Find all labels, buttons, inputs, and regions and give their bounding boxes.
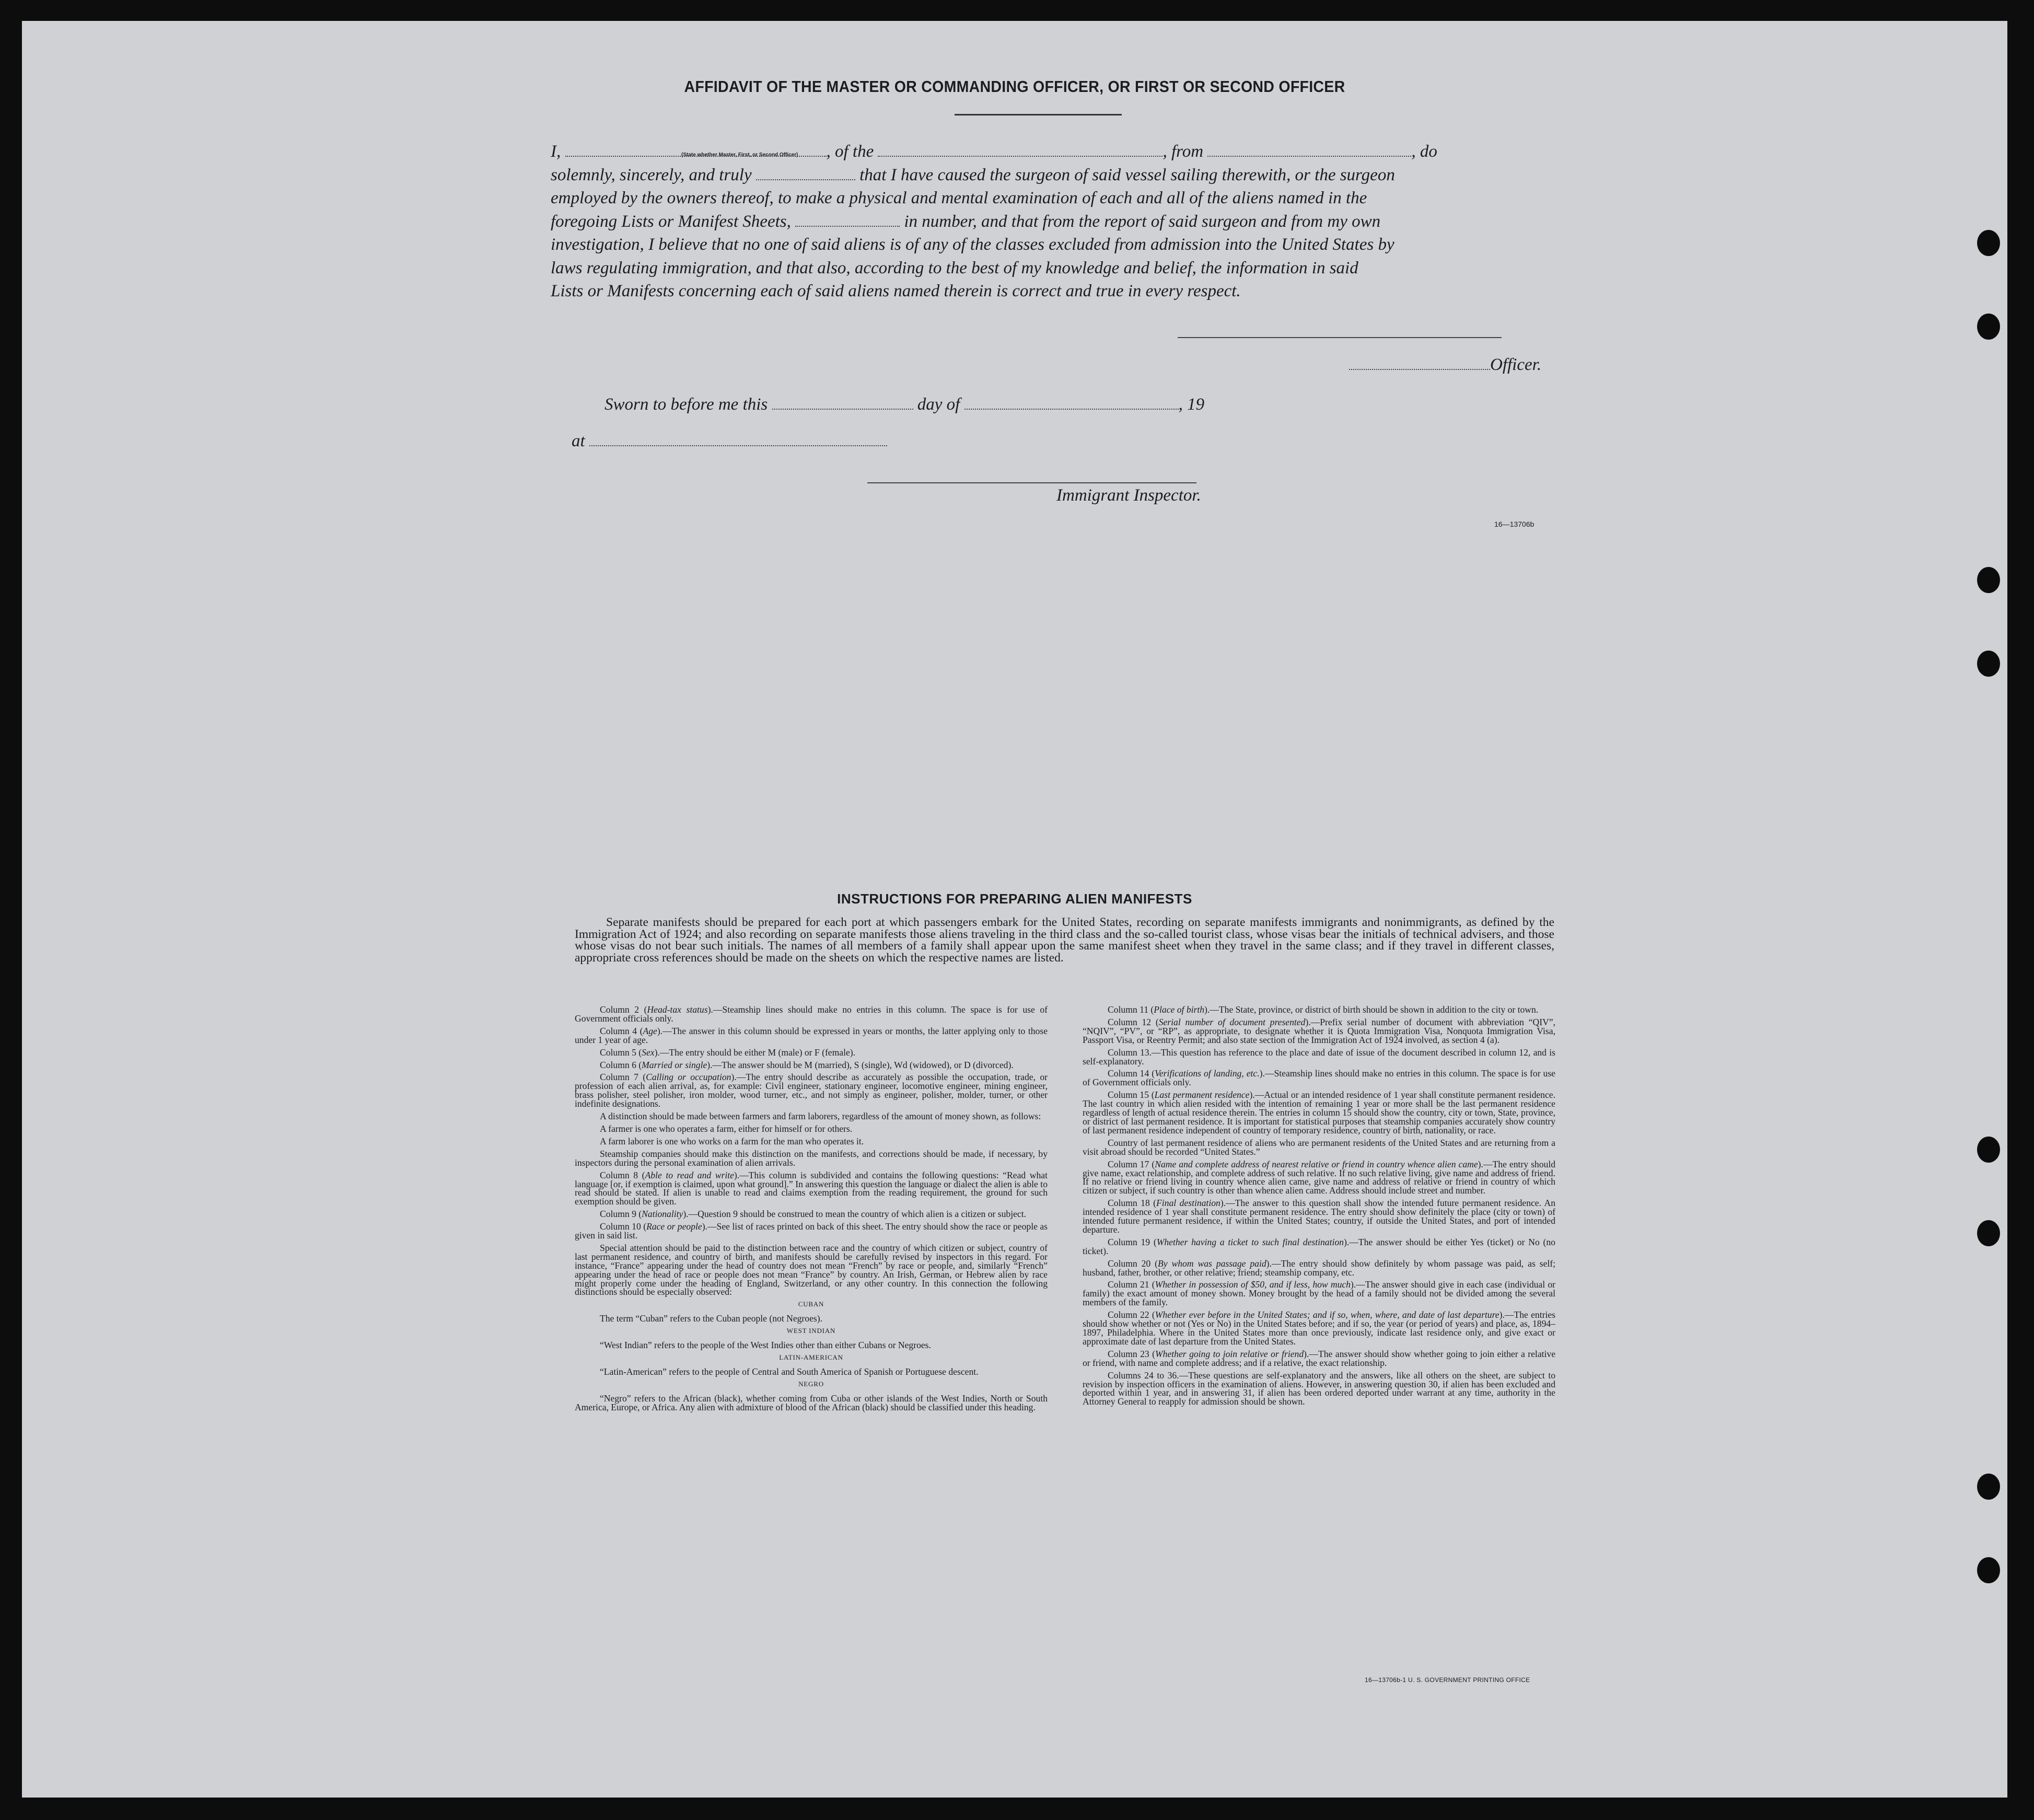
instruction-paragraph [1083, 1139, 1555, 1156]
column-name: Sex [642, 1047, 655, 1058]
column-name: Whether in possession of $50, and if less, how much [1155, 1279, 1351, 1290]
column-text: ).—Question 9 should be construed to mean the country of which alien is a citizen or subject. [683, 1209, 1026, 1220]
column-lead: Column 9 ( [600, 1209, 642, 1220]
race-heading: CUBAN [798, 1300, 824, 1308]
column-name: Serial number of document presented [1158, 1016, 1306, 1027]
column-text: ).—Steamship lines should make no entries in this column. The space is for use of Government officials only. [575, 1004, 1048, 1024]
instructions-intro: Separate manifests should be prepared for each port at which passengers embark for the United States, recording on separate manifests immigrants and nonimmigrants, as defined by the Immigration Act of 1924; and also recording on separate manifests those aliens traveling in the third class and the so-called tourist class, whose visas bear the initials of technical advisers, and those whose visas do not bear such initials. The names of all members of a family shall appear upon the same manifest sheet when they travel in the same class; and if they travel in different classes, appropriate cross references should be made on the sheets on which the respective names are listed. [575, 915, 1554, 965]
column-text: ).—The answer should give in each case (individual or family) the exact amount of money shown. Money brought by the head of a family should not be divided among the several members of the family. [1083, 1279, 1556, 1308]
column-text: ).—The answer should be M (married), S (single), Wd (widowed), or D (divorced). [707, 1059, 1014, 1070]
instruction-paragraph [1083, 1048, 1555, 1066]
column-name: Whether ever before in the United States; and if so, when, where, and date of last departure [1155, 1309, 1500, 1320]
race-heading: WEST INDIAN [786, 1327, 836, 1335]
instruction-paragraph [1083, 1091, 1555, 1135]
column-name: Last permanent residence [1154, 1089, 1250, 1100]
instruction-paragraph [1083, 1311, 1555, 1346]
instruction-paragraph [575, 1244, 1048, 1296]
binder-hole [1977, 1557, 2000, 1583]
column-text: ).—The answer should be either Yes (ticket) or No (no ticket). [1083, 1236, 1555, 1256]
affidavit-line: Lists or Manifests concerning each of said aliens named therein is correct and true in every respect. [551, 282, 1241, 300]
column-lead: Column 6 ( [600, 1059, 642, 1070]
vessel-blank[interactable] [878, 144, 1163, 157]
column-lead: Column 11 ( [1108, 1004, 1154, 1015]
inspector-signature-line[interactable] [867, 482, 1196, 483]
sworn-day-blank[interactable] [772, 397, 913, 410]
at-blank[interactable] [589, 434, 887, 446]
column-text: ).—The entry should describe as accurately as possible the occupation, trade, or profession of each alien arrival, as, for example: Civil engineer, stationary engineer, locomotive engineer, mining engineer, brass polisher, steel polisher, iron molder, wood turner, etc., and not simply as engineer, polisher, molder, turner, or other indefinite designations. [575, 1072, 1048, 1109]
column-text: A farmer is one who operates a farm, either for himself or for others. [600, 1123, 853, 1134]
column-text: ).—The State, province, or district of birth should be shown in addition to the city or town. [1204, 1004, 1539, 1015]
instruction-paragraph [575, 1210, 1048, 1219]
officer-signature [1349, 355, 1541, 375]
text: I, [551, 142, 561, 161]
instruction-paragraph [575, 1048, 1048, 1057]
text: day of [917, 395, 960, 414]
column-text: ).—The entry should give name, exact relationship, and complete address of such relative. If no such relative living, give name and address of friend. If no relative or friend living in country whence alien came, give name and address of relative or friend in country of which citizen or subject, if such country is other than whence alien came. Address should include street and number. [1083, 1158, 1556, 1196]
from-blank[interactable] [1207, 144, 1411, 157]
column-text: Special attention should be paid to the distinction between race and the country of which citizen or subject, country of last permanent residence, and country of birth, and manifests should be carefully revised by inspectors in this regard. For instance, “France” appearing under the head of country does not mean “French” by race or people, and, similarly “French” appearing under the head of race or people does not mean “France” by country. An Irish, German, or Hebrew alien by race might properly come under the heading of England, Switzerland, or any other country. In this connection the following distinctions should be especially observed: [575, 1242, 1048, 1297]
instruction-paragraph [575, 1073, 1048, 1108]
count-blank[interactable] [795, 214, 900, 227]
text: , 19 [1178, 395, 1205, 414]
text: in number, and that from the report of said surgeon and from my own [904, 212, 1381, 231]
column-text: ).—The answer should show whether going to join either a relative or friend, with name and complete address; and if a relative, the exact relationship. [1083, 1348, 1556, 1368]
text: at [572, 432, 585, 450]
instruction-paragraph [575, 1005, 1048, 1023]
race-heading: NEGRO [798, 1380, 824, 1388]
column-lead: Column 17 ( [1108, 1158, 1155, 1169]
column-text: Column 13.—This question has reference to the place and date of issue of the document described in column 12, and is self-explanatory. [1083, 1047, 1555, 1067]
column-text: ).—The entries should show whether or not (Yes or No) in the United States before; and if so, the year (or period of years) and place, as, 1894–1897, Philadelphia. Where in the United States more than once previously, indicate last residence only, and give exact or approximate date of last departure from the United States. [1083, 1309, 1556, 1347]
binder-hole [1977, 230, 2000, 256]
text: that I have caused the surgeon of said vessel sailing therewith, or the surgeon [859, 165, 1395, 184]
instructions-left-column [575, 1005, 1048, 1416]
instruction-paragraph [575, 1027, 1048, 1045]
column-lead: Column 20 ( [1108, 1258, 1158, 1269]
text: solemnly, sincerely, and truly [551, 165, 752, 184]
text: , of the [826, 142, 874, 161]
race-definition: “Negro” refers to the African (black), whether coming from Cuba or other islands of the West Indies, North or South America, Europe, or Africa. Any alien with admixture of blood of the African (black) should be classified under this heading. [575, 1393, 1048, 1412]
column-lead: Column 8 ( [600, 1169, 645, 1180]
column-name: Married or single [642, 1059, 707, 1070]
instruction-paragraph [1083, 1371, 1555, 1407]
text: , from [1163, 142, 1204, 161]
column-lead: Column 2 ( [600, 1004, 647, 1015]
column-text: Country of last permanent residence of aliens who are permanent residents of the United States and are returning from a visit abroad should be recorded “United States.” [1083, 1137, 1555, 1157]
column-name: Verifications of landing, etc. [1155, 1068, 1260, 1079]
race-definition: “Latin-American” refers to the people of Central and South America of Spanish or Portuguese descent. [600, 1366, 979, 1377]
column-lead: Column 7 ( [600, 1072, 646, 1083]
column-name: Calling or occupation [646, 1072, 731, 1083]
affidavit-line: employed by the owners thereof, to make a physical and mental examination of each and all of the aliens named in the [551, 189, 1367, 207]
sworn-month-blank[interactable] [964, 397, 1179, 410]
column-name: Whether going to join relative or friend [1155, 1348, 1304, 1359]
instruction-paragraph [1083, 1018, 1555, 1045]
column-name: Able to read and write [645, 1169, 734, 1180]
instruction-paragraph [1083, 1350, 1555, 1367]
instruction-paragraph [575, 1061, 1048, 1070]
column-text: ).—This column is subdivided and contains the following questions: “Read what language [or, if exemption is claimed, upon what ground].” In answering this question the language or dialect the alien is able to read should be stated. If alien is unable to read and claims exemption from the reading requirement, the ground for such exemption should be given. [575, 1169, 1048, 1207]
column-name: Head-tax status [647, 1004, 708, 1015]
instruction-paragraph [575, 1137, 1048, 1146]
binder-hole [1977, 314, 2000, 340]
sworn-line [605, 395, 1204, 414]
column-name: Age [643, 1025, 657, 1036]
text: foregoing Lists or Manifest Sheets, [551, 212, 791, 231]
column-text: ).—The answer to this question shall show the intended future permanent residence. An intended residence of 1 year shall constitute permanent residence. The entry should show definitely the place (city or town) of intended future permanent residence, if within the United States; country, if outside the United States, and port of intended departure. [1083, 1198, 1555, 1235]
column-lead: Column 23 ( [1108, 1348, 1156, 1359]
instruction-paragraph [1083, 1069, 1555, 1087]
title-rule [955, 114, 1122, 115]
column-text: ).—The entry should show definitely by whom passage was paid, as self; husband, father, brother, or other relative; friend; steamship company, etc. [1083, 1258, 1556, 1278]
column-text: ).—Prefix serial number of document with abbreviation “QIV”, “NQIV”, “PV”, or “RP”, as appropriate, to designate whether it is Quota Immigration Visa, Nonquota Immigration Visa, Passport Visa, or Reentry Permit; and also state section of the Immigration Act of 1924 involved, as section 4 (a). [1083, 1016, 1556, 1045]
signature-line[interactable] [1178, 337, 1502, 338]
binder-hole [1977, 1137, 2000, 1163]
binder-hole [1977, 1220, 2000, 1246]
column-lead: Column 5 ( [600, 1047, 642, 1058]
column-text: A farm laborer is one who works on a farm for the man who operates it. [600, 1135, 864, 1146]
instructions-right-column [1083, 1005, 1555, 1410]
column-name: Race or people [646, 1221, 702, 1232]
form-number: 16—13706b [1494, 520, 1535, 528]
column-name: By whom was passage paid [1158, 1258, 1266, 1269]
blank-note: (State whether Master, First, or Second Officer) [681, 152, 798, 158]
column-text: Steamship companies should make this distinction on the manifests, and corrections should be made, if necessary, by inspectors during the personal examination of alien arrivals. [575, 1148, 1048, 1168]
column-lead: Column 10 ( [600, 1221, 647, 1232]
column-name: Whether having a ticket to such final destination [1156, 1236, 1344, 1247]
column-name: Name and complete address of nearest relative or friend in country whence alien came [1155, 1158, 1478, 1169]
column-lead: Column 14 ( [1108, 1068, 1155, 1079]
manifest-page [22, 21, 2007, 1798]
printing-office-footer: 16—13706b-1 U. S. GOVERNMENT PRINTING OFFICE [1365, 1676, 1530, 1684]
race-definition: “West Indian” refers to the people of the West Indies other than either Cubans or Negroes. [600, 1340, 931, 1351]
affidavit-line: laws regulating immigration, and that also, according to the best of my knowledge and belief, the information in said [551, 258, 1358, 277]
binder-hole [1977, 567, 2000, 593]
officer-label: Officer. [1490, 355, 1542, 374]
column-text: ).—The entry should be either M (male) or F (female). [654, 1047, 856, 1058]
inspector-label: Immigrant Inspector. [1056, 486, 1201, 505]
affidavit-line [551, 164, 1554, 187]
affidavit-line [551, 210, 1554, 234]
affidavit-title: AFFIDAVIT OF THE MASTER OR COMMANDING OFFICER, OR FIRST OR SECOND OFFICER [684, 77, 1345, 96]
column-name: Place of birth [1154, 1004, 1205, 1015]
instruction-paragraph [1083, 1238, 1555, 1256]
instruction-paragraph [575, 1150, 1048, 1167]
column-lead: Column 12 ( [1108, 1016, 1159, 1027]
text: Sworn to before me this [605, 395, 768, 414]
instruction-paragraph [1083, 1199, 1555, 1234]
column-lead: Column 4 ( [600, 1025, 643, 1036]
column-text: Columns 24 to 36.—These questions are self-explanatory and the answers, like all others on the sheet, are subject to revision by inspection officers in the examination of aliens. However, in answering question 30, if alien has been excluded and deported within 1 year, and in answering 31, if alien has been ordered deported under warrant at any time, authority in the Attorney General to reapply for admission should be shown. [1083, 1370, 1555, 1407]
column-text: ).—Actual or an intended residence of 1 year shall constitute permanent residence. The last country in which alien resided with the intention of remaining 1 year or more shall be the last permanent residence regardless of length of actual residence therein. The entries in column 15 should show the country, city or town, State, province, or district of last permanent residence. It is important for statistical purposes that steamship companies accurately show country of last permanent residence independent of country of temporary residence, country of birth, nationality, or race. [1083, 1089, 1555, 1135]
column-text: ).—See list of races printed on back of this sheet. The entry should show the race or people as given in said list. [575, 1221, 1048, 1241]
column-lead: Column 22 ( [1108, 1309, 1155, 1320]
instruction-paragraph [1083, 1259, 1555, 1277]
column-text: ).—The answer in this column should be expressed in years or months, the latter applying only to those under 1 year of age. [575, 1025, 1048, 1045]
column-lead: Column 15 ( [1108, 1089, 1155, 1100]
oath-blank[interactable] [756, 168, 855, 180]
race-definition: The term “Cuban” refers to the Cuban people (not Negroes). [600, 1313, 823, 1324]
column-text: A distinction should be made between farmers and farm laborers, regardless of the amount of money shown, as follows: [600, 1111, 1041, 1122]
instruction-paragraph [1083, 1280, 1555, 1307]
affidavit-body [551, 140, 1554, 303]
instruction-paragraph [575, 1171, 1048, 1207]
column-lead: Column 18 ( [1108, 1198, 1157, 1209]
instruction-paragraph [1083, 1005, 1555, 1014]
instruction-paragraph [575, 1125, 1048, 1133]
column-lead: Column 19 ( [1108, 1236, 1157, 1247]
column-lead: Column 21 ( [1108, 1279, 1155, 1290]
column-name: Nationality [642, 1209, 683, 1220]
column-name: Final destination [1156, 1198, 1221, 1209]
binder-hole [1977, 1474, 2000, 1500]
instructions-title: INSTRUCTIONS FOR PREPARING ALIEN MANIFESTS [837, 891, 1192, 907]
binder-hole [1977, 651, 2000, 677]
officer-blank[interactable] [1349, 357, 1490, 370]
at-line [572, 432, 887, 451]
text: , do [1411, 142, 1437, 161]
affidavit-line: investigation, I believe that no one of said aliens is of any of the classes excluded from admission into the United States by [551, 235, 1394, 254]
instruction-paragraph [575, 1222, 1048, 1240]
race-heading: LATIN-AMERICAN [779, 1353, 843, 1361]
instruction-paragraph [575, 1112, 1048, 1121]
instruction-paragraph [1083, 1160, 1555, 1196]
column-text: ).—Steamship lines should make no entries in this column. The space is for use of Government officials only. [1083, 1068, 1555, 1088]
